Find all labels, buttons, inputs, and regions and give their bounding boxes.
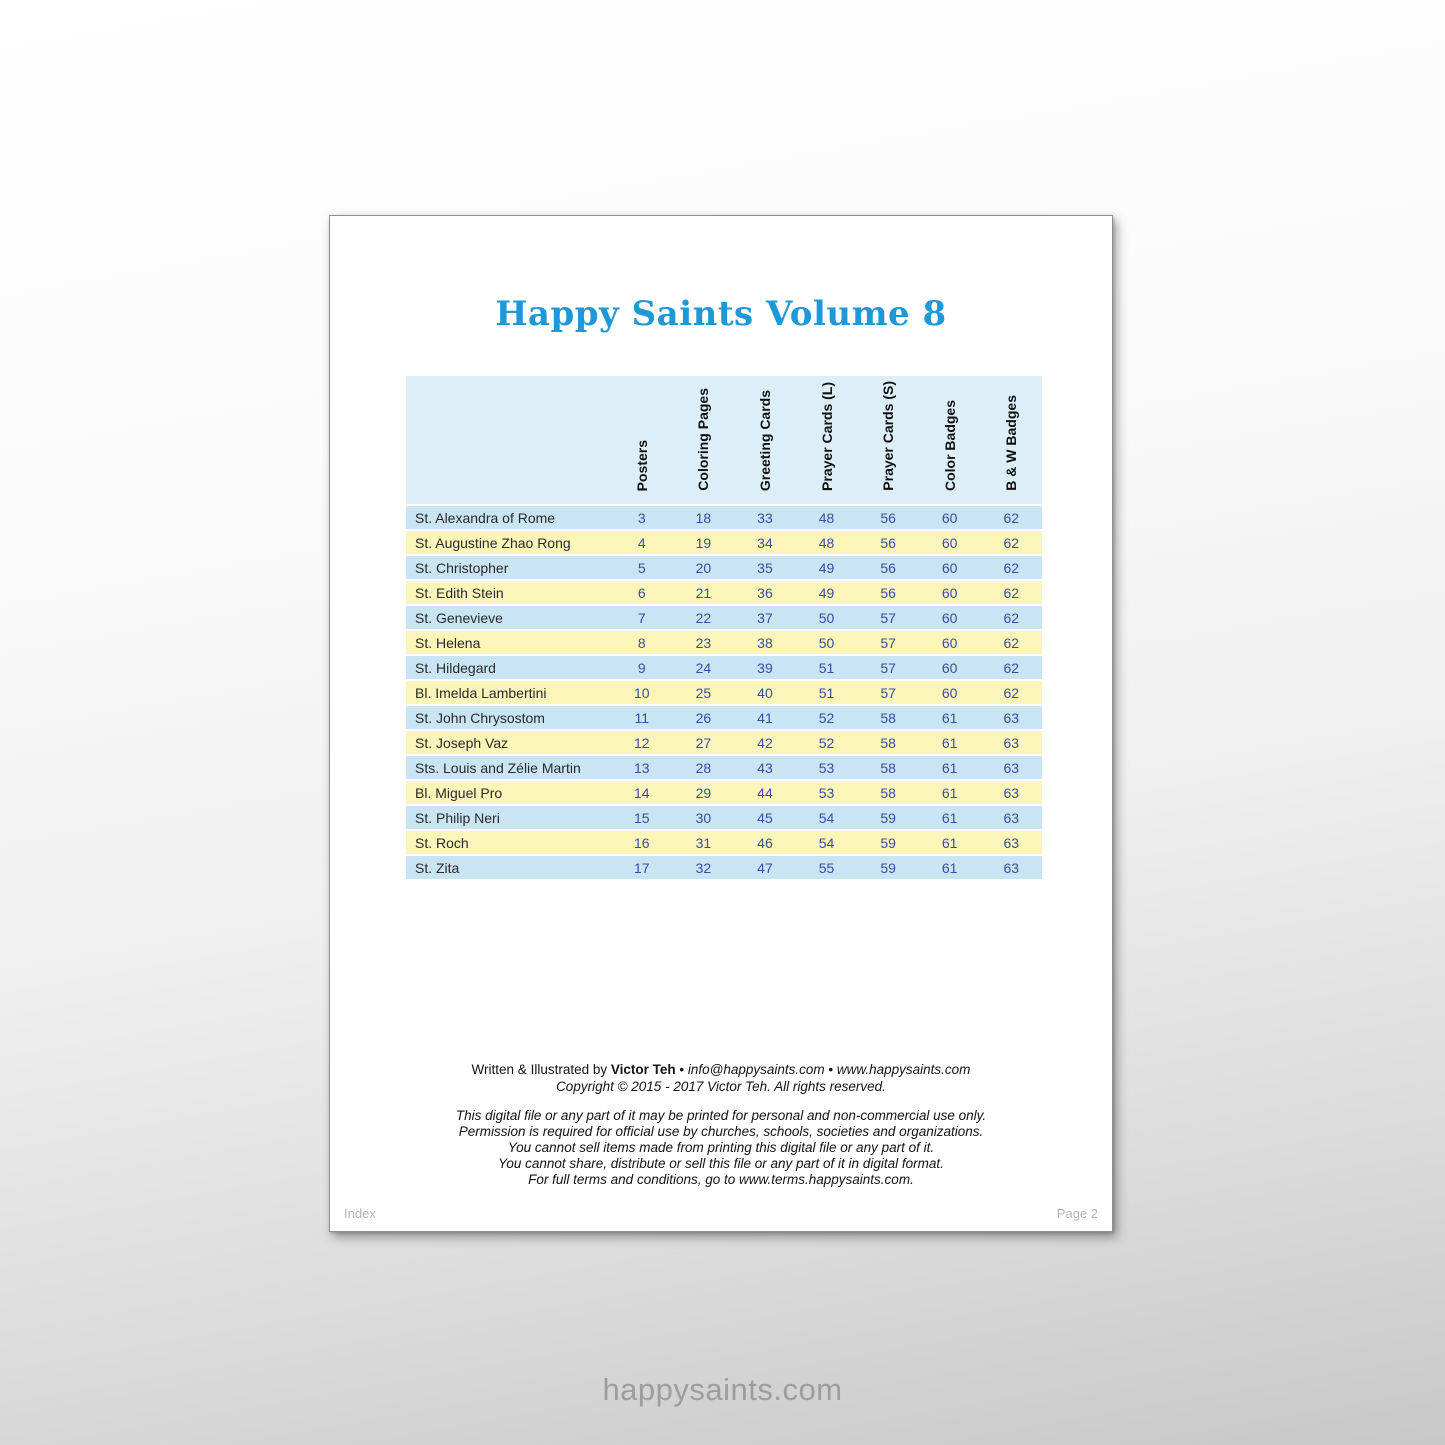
credits-email: info@happysaints.com <box>687 1062 825 1077</box>
page-number-cell: 36 <box>757 584 773 601</box>
page-number-cell: 32 <box>695 859 712 876</box>
page-number-cell: 51 <box>818 684 835 701</box>
column-header <box>980 376 1042 504</box>
page-number-cell: 44 <box>757 784 773 801</box>
page-number-cell: 4 <box>637 534 646 551</box>
watermark-text: happysaints.com <box>602 1372 843 1407</box>
column-header-label: B & W Badges <box>1003 395 1020 491</box>
page-number-cell: 60 <box>941 509 958 526</box>
table-row <box>406 756 1042 779</box>
page-number-cell: 3 <box>637 509 646 526</box>
page-number-cell: 47 <box>757 859 773 876</box>
header-name-spacer <box>406 376 611 504</box>
page-number-cell: 13 <box>634 759 650 776</box>
table-row <box>406 806 1042 829</box>
page-number-cell: 62 <box>1003 609 1020 626</box>
column-header <box>611 376 673 504</box>
credits-prefix: Written & Illustrated by <box>471 1062 611 1077</box>
column-header <box>734 376 796 504</box>
table-row <box>406 581 1042 604</box>
saint-name: St. Philip Neri <box>415 809 500 826</box>
page-number-cell: 58 <box>880 784 896 801</box>
page-number-cell: 15 <box>634 809 650 826</box>
credits-website: www.happysaints.com <box>836 1062 971 1077</box>
page-number-cell: 60 <box>941 634 958 651</box>
page-number-cell: 60 <box>941 534 958 551</box>
page-title: Happy Saints Volume 8 <box>495 294 947 334</box>
page-number-cell: 21 <box>695 584 712 601</box>
page-number-cell: 40 <box>757 684 773 701</box>
page-number-cell: 62 <box>1003 684 1020 701</box>
table-row <box>406 681 1042 704</box>
page-number-cell: 56 <box>880 559 896 576</box>
page-number-cell: 61 <box>941 784 958 801</box>
index-table <box>406 376 1042 879</box>
saint-name: St. Augustine Zhao Rong <box>415 534 571 551</box>
page-number-cell: 61 <box>941 859 958 876</box>
saint-name: St. John Chrysostom <box>415 709 545 726</box>
table-row <box>406 606 1042 629</box>
terms-block <box>330 1108 1112 1188</box>
page-number-cell: 42 <box>757 734 773 751</box>
page-number-cell: 58 <box>880 709 896 726</box>
page-number-cell: 23 <box>695 634 712 651</box>
column-header-label: Posters <box>633 439 650 491</box>
saint-name: St. Hildegard <box>415 659 496 676</box>
page-number-cell: 63 <box>1003 809 1020 826</box>
page-number-cell: 50 <box>818 609 835 626</box>
page-number-cell: 33 <box>757 509 773 526</box>
page-number-cell: 57 <box>880 609 896 626</box>
page-number-cell: 49 <box>818 559 835 576</box>
page-number-cell: 34 <box>757 534 773 551</box>
table-row <box>406 631 1042 654</box>
page-number-cell: 43 <box>757 759 773 776</box>
page-number-cell: 24 <box>695 659 712 676</box>
page-number-cell: 60 <box>941 559 958 576</box>
saint-name: St. Alexandra of Rome <box>415 509 556 526</box>
page-number-cell: 53 <box>818 759 835 776</box>
page-number-cell: 39 <box>757 659 773 676</box>
saint-name: Bl. Imelda Lambertini <box>415 684 547 701</box>
page-number-cell: 7 <box>637 609 646 626</box>
column-header <box>673 376 735 504</box>
page-number-cell: 48 <box>818 534 835 551</box>
column-header <box>857 376 919 504</box>
saint-name: St. Christopher <box>415 559 509 576</box>
table-row <box>406 656 1042 679</box>
page-number-cell: 54 <box>818 834 835 851</box>
page-number-cell: 9 <box>637 659 646 676</box>
page-number-cell: 8 <box>637 634 646 651</box>
page-number-cell: 61 <box>941 834 958 851</box>
page-number-cell: 5 <box>637 559 646 576</box>
page-number-cell: 19 <box>695 534 712 551</box>
table-row <box>406 531 1042 554</box>
page-number-cell: 62 <box>1003 584 1020 601</box>
page-number-cell: 26 <box>695 709 712 726</box>
page-number-cell: 56 <box>880 509 896 526</box>
terms-line: This digital file or any part of it may be printed for personal and non-commercial use only. <box>455 1108 987 1123</box>
page-number-cell: 14 <box>634 784 650 801</box>
terms-line: For full terms and conditions, go to www.terms.happysaints.com. <box>528 1172 914 1187</box>
column-header-label: Coloring Pages <box>695 388 712 491</box>
copyright-line <box>330 1078 1112 1095</box>
document-page <box>329 215 1113 1232</box>
page-number-cell: 60 <box>941 584 958 601</box>
saint-name: St. Edith Stein <box>415 584 504 601</box>
column-header-label: Greeting Cards <box>756 389 773 491</box>
page-number-cell: 60 <box>941 684 958 701</box>
credits-author: Victor Teh <box>610 1062 676 1077</box>
page-number-cell: 58 <box>880 734 896 751</box>
page-number-cell: 30 <box>695 809 712 826</box>
page-number-cell: 51 <box>818 659 835 676</box>
table-row <box>406 856 1042 879</box>
page-number-cell: 16 <box>634 834 650 851</box>
credits-block <box>330 1061 1112 1095</box>
saint-name: St. Zita <box>415 859 460 876</box>
page-number-cell: 54 <box>818 809 835 826</box>
column-header-label: Color Badges <box>941 399 958 491</box>
terms-line: Permission is required for official use by churches, schools, societies and organizations. <box>458 1124 984 1139</box>
page-number-cell: 59 <box>880 834 896 851</box>
page-number-cell: 52 <box>818 709 835 726</box>
footer-index-label: Index <box>344 1206 376 1221</box>
page-number-cell: 10 <box>634 684 650 701</box>
table-row <box>406 781 1042 804</box>
page-number-cell: 20 <box>695 559 712 576</box>
page-number-cell: 52 <box>818 734 835 751</box>
page-number-cell: 50 <box>818 634 835 651</box>
column-header-label: Prayer Cards (L) <box>818 382 835 491</box>
page-number-cell: 38 <box>757 634 773 651</box>
page-number-cell: 63 <box>1003 834 1020 851</box>
credits-separator: • <box>675 1062 688 1077</box>
page-number-cell: 60 <box>941 609 958 626</box>
credits-line <box>330 1061 1112 1078</box>
page-number-cell: 46 <box>757 834 773 851</box>
page-number-cell: 57 <box>880 684 896 701</box>
footer-page-number: Page 2 <box>1056 1206 1098 1221</box>
table-header-row <box>406 376 1042 504</box>
page-number-cell: 59 <box>880 809 896 826</box>
terms-line: You cannot sell items made from printing this digital file or any part of it. <box>507 1140 935 1155</box>
page-number-cell: 18 <box>695 509 712 526</box>
table-body <box>406 506 1042 879</box>
page-number-cell: 60 <box>941 659 958 676</box>
page-number-cell: 63 <box>1003 759 1020 776</box>
page-number-cell: 63 <box>1003 709 1020 726</box>
page-number-cell: 63 <box>1003 859 1020 876</box>
saint-name: St. Roch <box>415 834 469 851</box>
page-number-cell: 61 <box>941 809 958 826</box>
page-number-cell: 56 <box>880 534 896 551</box>
table-row <box>406 706 1042 729</box>
page-number-cell: 27 <box>695 734 712 751</box>
page-number-cell: 17 <box>634 859 650 876</box>
page-number-cell: 59 <box>880 859 896 876</box>
page-number-cell: 61 <box>941 734 958 751</box>
saint-name: Bl. Miguel Pro <box>415 784 503 801</box>
saint-name: St. Joseph Vaz <box>415 734 509 751</box>
page-number-cell: 55 <box>818 859 835 876</box>
terms-line: You cannot share, distribute or sell this file or any part of it in digital format. <box>498 1156 944 1171</box>
saint-name: St. Helena <box>415 634 481 651</box>
table-row <box>406 731 1042 754</box>
page-number-cell: 12 <box>634 734 650 751</box>
page-number-cell: 48 <box>818 509 835 526</box>
page-number-cell: 62 <box>1003 509 1020 526</box>
page-number-cell: 56 <box>880 584 896 601</box>
page-number-cell: 37 <box>757 609 773 626</box>
page-number-cell: 25 <box>695 684 712 701</box>
page-number-cell: 63 <box>1003 784 1020 801</box>
page-number-cell: 62 <box>1003 534 1020 551</box>
page-number-cell: 57 <box>880 659 896 676</box>
column-header <box>919 376 981 504</box>
page-number-cell: 61 <box>941 759 958 776</box>
page-number-cell: 28 <box>695 759 712 776</box>
copyright-text: Copyright © 2015 - 2017 Victor Teh. All rights reserved. <box>556 1079 886 1094</box>
saint-name: Sts. Louis and Zélie Martin <box>415 759 581 776</box>
page-number-cell: 62 <box>1003 559 1020 576</box>
page-number-cell: 63 <box>1003 734 1020 751</box>
page-number-cell: 49 <box>818 584 835 601</box>
page-number-cell: 62 <box>1003 659 1020 676</box>
table-row <box>406 556 1042 579</box>
table-row <box>406 831 1042 854</box>
page-number-cell: 61 <box>941 709 958 726</box>
page-number-cell: 11 <box>634 709 650 726</box>
column-header-label: Prayer Cards (S) <box>880 381 897 491</box>
table-row <box>406 506 1042 529</box>
page-number-cell: 53 <box>818 784 835 801</box>
page-number-cell: 31 <box>695 834 712 851</box>
page-number-cell: 6 <box>637 584 646 601</box>
page-number-cell: 45 <box>757 809 773 826</box>
page-number-cell: 62 <box>1003 634 1020 651</box>
page-number-cell: 58 <box>880 759 896 776</box>
page-number-cell: 41 <box>757 709 773 726</box>
page-footer <box>330 1206 1112 1221</box>
column-header <box>796 376 858 504</box>
credits-separator: • <box>824 1062 837 1077</box>
page-number-cell: 29 <box>695 784 712 801</box>
page-number-cell: 35 <box>757 559 773 576</box>
saint-name: St. Genevieve <box>415 609 503 626</box>
page-number-cell: 57 <box>880 634 896 651</box>
page-number-cell: 22 <box>695 609 712 626</box>
